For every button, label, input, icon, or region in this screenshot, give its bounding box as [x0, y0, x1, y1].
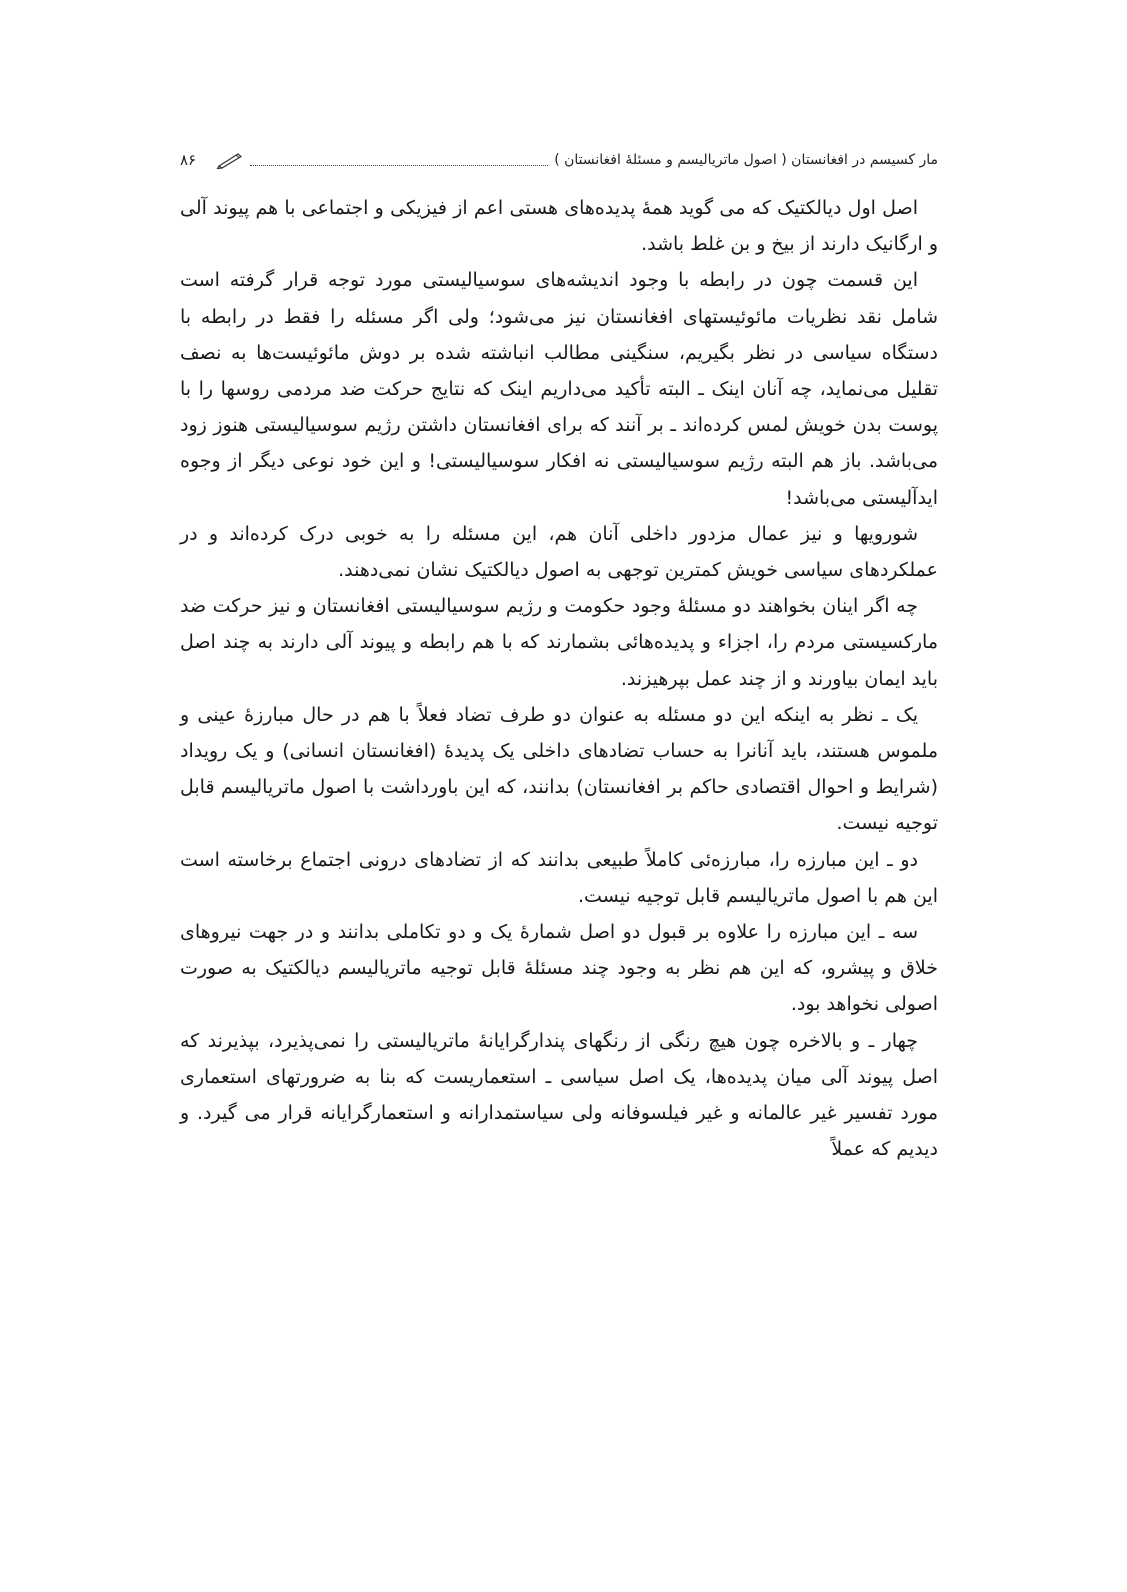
- running-title: مار کسیسم در افغانستان ( اصول ماتریالیسم و مسئلهٔ افغانستان ): [554, 152, 938, 168]
- running-header: [180, 148, 938, 172]
- body-text: [180, 190, 938, 1167]
- paragraph-8: چهار ـ و بالاخره چون هیچ رنگی از رنگهای پندارگرایانهٔ ماتریالیستی را نمی‌پذیرد، بپذیرند که اصل پیوند آلی میان پدیده‌ها، یک اصل سیاسی ـ استعماریست که بنا به ضرورتهای استعماری مورد تفسیر غیر عالمانه و غیر فیلسوفانه ولی سیاستمدارانه و استعمارگرایانه قرار می گیرد. و دیدیم که عملاً: [180, 1029, 938, 1161]
- paragraph-6: دو ـ این مبارزه را، مبارزه‌ئی کاملاً طبیعی بدانند که از تضادهای درونی اجتماع برخاسته است این هم با اصول ماتریالیسم قابل توجیه نیست.: [180, 848, 938, 907]
- paragraph-7: سه ـ این مبارزه را علاوه بر قبول دو اصل شمارهٔ یک و دو تکاملی بدانند و در جهت نیروهای خلاق و پیشرو، که این هم نظر به وجود چند مسئلهٔ قابل توجیه ماتریالیسم دیالکتیک به صورت اصولی نخواهد بود.: [180, 921, 938, 1016]
- paragraph-2: این قسمت چون در رابطه با وجود اندیشه‌های سوسیالیستی مورد توجه قرار گرفته است شامل نقد نظریات مائوئیستهای افغانستان نیز می‌شود؛ ولی اگر مسئله را فقط در رابطه با دستگاه سیاسی در نظر بگیریم، سنگینی مطالب انباشته شده بر دوش مائوئیست‌ها به نصف تقلیل می‌نماید، چه آنان اینک ـ البته تأکید می‌داریم اینک که نتایج حرکت ضد مردمی روسها را با پوست بدن خویش لمس کرده‌اند ـ بر آنند که برای افغانستان داشتن رژیم سوسیالیستی هنوز زود می‌باشد. باز هم البته رژیم سوسیالیستی نه افکار سوسیالیستی! و این خود نوعی دیگر از وجوه ایدآلیستی می‌باشد!: [180, 269, 938, 509]
- paragraph-5: یک ـ نظر به اینکه این دو مسئله به عنوان دو طرف تضاد فعلاً با هم در حال مبارزهٔ عینی و ملموس هستند، باید آنانرا به حساب تضادهای داخلی یک پدیدهٔ (افغانستان انسانی) و یک رویداد (شرایط و احوال اقتصادی حاکم بر افغانستان) بدانند، که این باورداشت با اصول ماتریالیسم قابل توجیه نیست.: [180, 703, 938, 835]
- pen-icon: [216, 151, 244, 169]
- leader-dots: [250, 155, 548, 166]
- paragraph-1: اصل اول دیالکتیک که می گوید همهٔ پدیده‌های هستی اعم از فیزیکی و اجتماعی با هم پیوند آلی و ارگانیک دارند از بیخ و بن غلط باشد.: [180, 197, 938, 256]
- paragraph-3: شورویها و نیز عمال مزدور داخلی آنان هم، این مسئله را به خوبی درک کرده‌اند و در عملکردهای سیاسی خویش کمترین توجهی به اصول دیالکتیک نشان نمی‌دهند.: [180, 522, 938, 582]
- paragraph-4: چه اگر اینان بخواهند دو مسئلهٔ وجود حکومت و رژیم سوسیالیستی افغانستان و نیز حرکت ضد مارکسیستی مردم را، اجزاء و پدیده‌هائی بشمارند که با هم رابطه و پیوند آلی دارند به چند اصل باید ایمان بیاورند و از چند عمل بپرهیزند.: [180, 595, 938, 690]
- page-number: ۸۶: [180, 151, 197, 169]
